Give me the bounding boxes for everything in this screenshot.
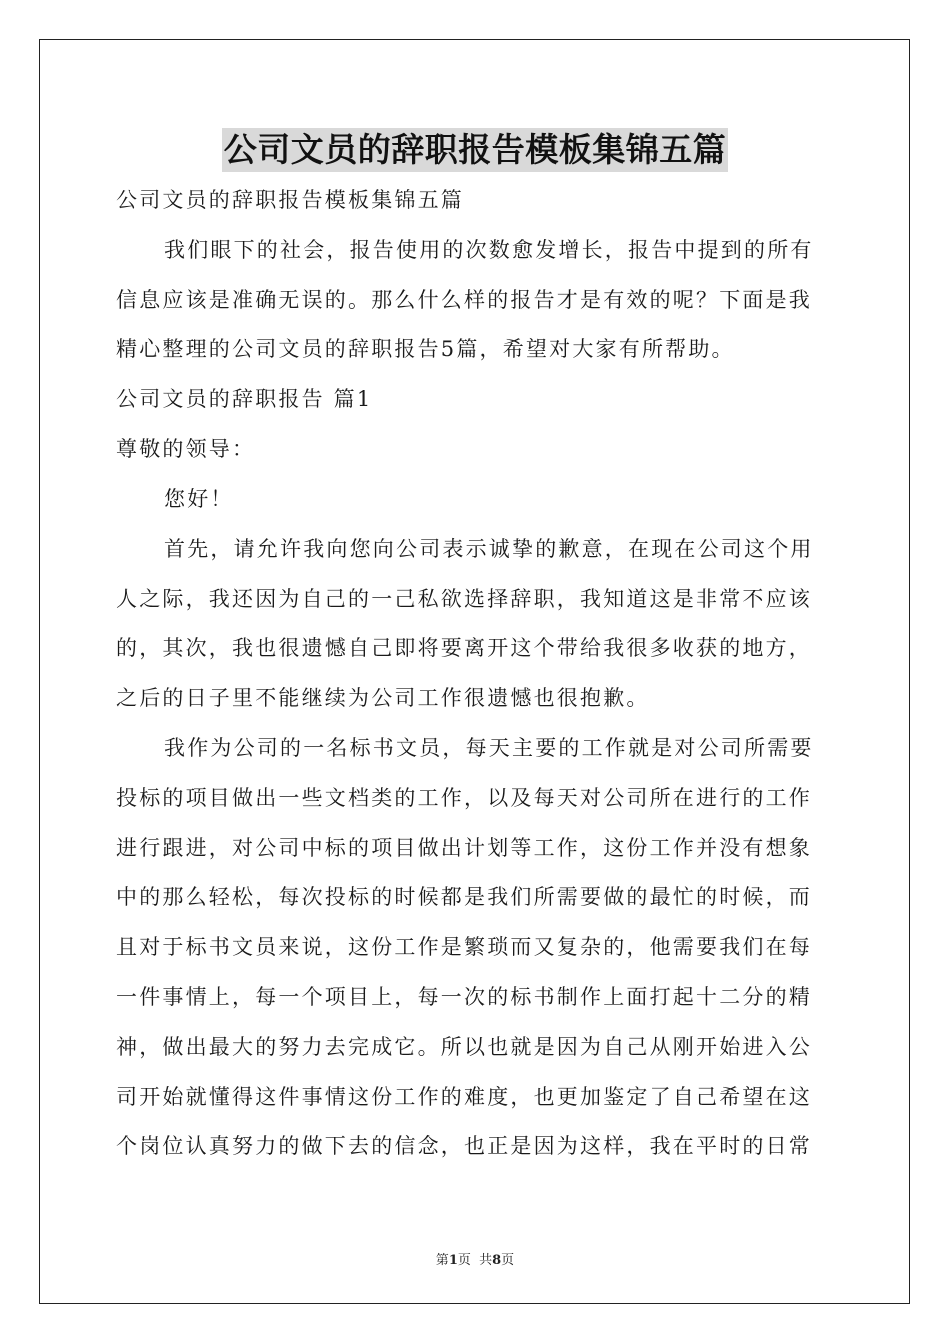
salutation: 尊敬的领导： — [116, 437, 256, 461]
paragraph-line: 个岗位认真努力的做下去的信念，也正是因为这样，我在平时的日常 — [116, 1134, 812, 1158]
section-heading: 公司文员的辞职报告 篇1 — [116, 387, 373, 411]
page-footer — [0, 1249, 950, 1268]
paragraph-line: 一件事情上，每一个项目上，每一次的标书制作上面打起十二分的精 — [116, 985, 812, 1009]
footer-page-suffix: 页 — [501, 1253, 515, 1268]
footer-page-mid: 页 共 — [457, 1253, 493, 1268]
paragraph-line: 投标的项目做出一些文档类的工作，以及每天对公司所在进行的工作 — [116, 786, 812, 810]
paragraph-line: 神，做出最大的努力去完成它。所以也就是因为自己从刚开始进入公 — [116, 1035, 812, 1059]
paragraph-line: 我作为公司的一名标书文员，每天主要的工作就是对公司所需要 — [164, 736, 814, 760]
footer-page-current: 1 — [448, 1253, 458, 1268]
paragraph-line: 我们眼下的社会，报告使用的次数愈发增长，报告中提到的所有 — [164, 238, 814, 262]
paragraph-line: 人之际，我还因为自己的一己私欲选择辞职，我知道这是非常不应该 — [116, 587, 812, 611]
paragraph-line: 的，其次，我也很遗憾自己即将要离开这个带给我很多收获的地方， — [116, 636, 812, 660]
paragraph-line: 进行跟进，对公司中标的项目做出计划等工作，这份工作并没有想象 — [116, 836, 812, 860]
page-border — [39, 39, 910, 1304]
document-subtitle: 公司文员的辞职报告模板集锦五篇 — [116, 188, 464, 212]
paragraph-line: 中的那么轻松，每次投标的时候都是我们所需要做的最忙的时候，而 — [116, 885, 812, 909]
footer-page-total: 8 — [492, 1253, 502, 1268]
greeting: 您好！ — [164, 487, 234, 511]
title-container — [0, 128, 950, 172]
footer-page-prefix: 第 — [435, 1253, 449, 1268]
paragraph-line: 首先，请允许我向您向公司表示诚挚的歉意，在现在公司这个用 — [164, 537, 814, 561]
document-title: 公司文员的辞职报告模板集锦五篇 — [222, 128, 729, 172]
paragraph-line: 司开始就懂得这件事情这份工作的难度，也更加鉴定了自己希望在这 — [116, 1085, 812, 1109]
paragraph-line: 且对于标书文员来说，这份工作是繁琐而又复杂的，他需要我们在每 — [116, 935, 812, 959]
paragraph-line: 信息应该是准确无误的。那么什么样的报告才是有效的呢？下面是我 — [116, 288, 812, 312]
paragraph-line: 之后的日子里不能继续为公司工作很遗憾也很抱歉。 — [116, 686, 650, 710]
paragraph-line: 精心整理的公司文员的辞职报告5篇，希望对大家有所帮助。 — [116, 337, 735, 361]
